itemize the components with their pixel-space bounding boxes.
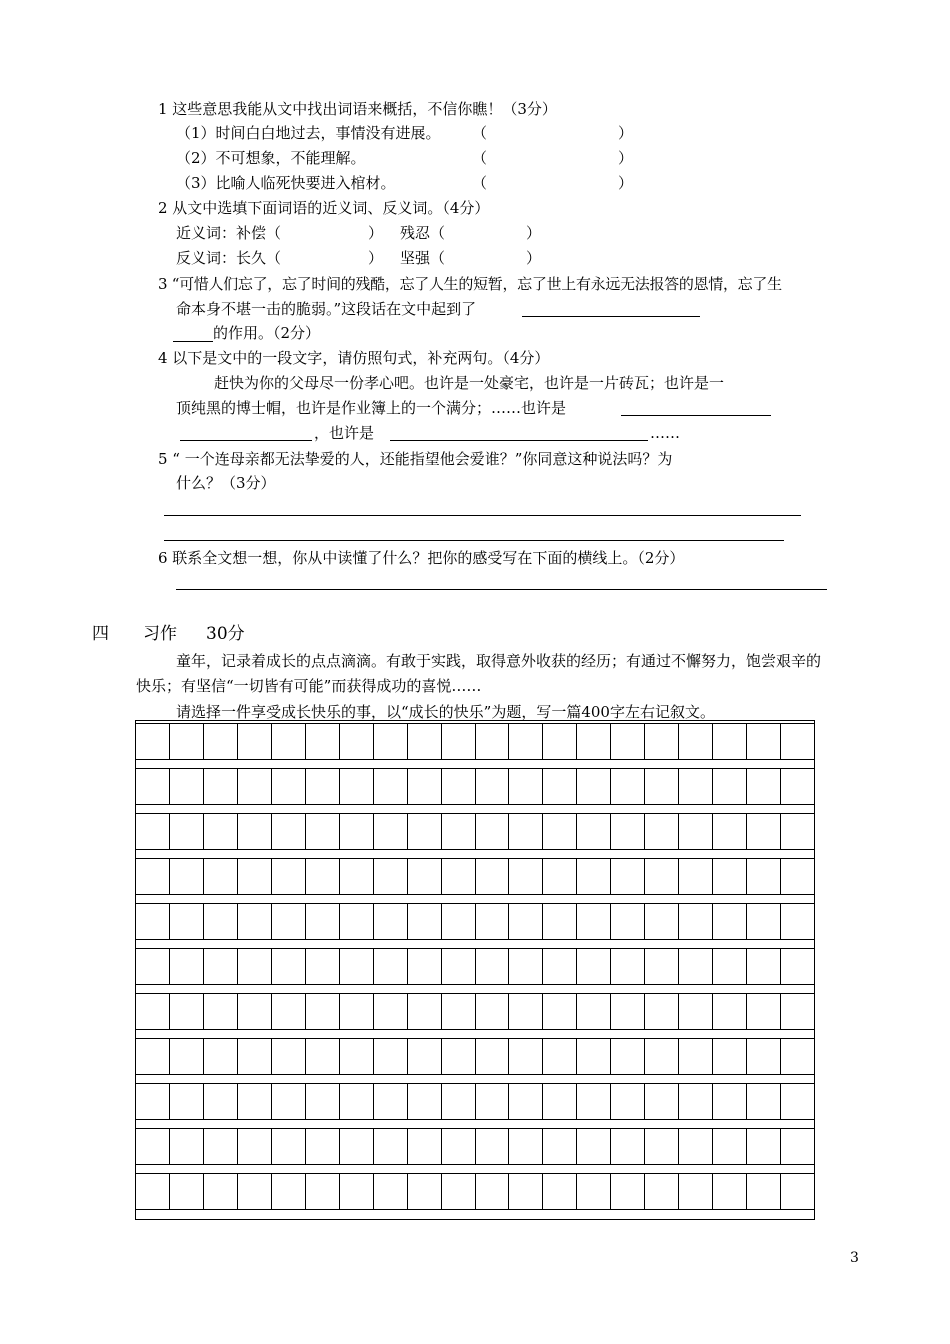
grid-cell[interactable] [611, 1174, 645, 1209]
grid-row [136, 723, 814, 760]
q6-answer-line[interactable] [176, 589, 827, 590]
grid-cell[interactable] [136, 1174, 170, 1209]
grid-cell[interactable] [340, 1039, 374, 1074]
grid-cell[interactable] [679, 1084, 713, 1119]
grid-cell[interactable] [306, 904, 340, 939]
grid-cell[interactable] [374, 814, 408, 849]
q4-answer-line-2[interactable] [180, 440, 312, 441]
grid-cell[interactable] [170, 949, 204, 984]
grid-cell[interactable] [747, 1084, 781, 1119]
grid-cell[interactable] [543, 859, 577, 894]
grid-cell[interactable] [136, 949, 170, 984]
grid-cell[interactable] [340, 769, 374, 804]
grid-cell[interactable] [679, 994, 713, 1029]
grid-cell[interactable] [645, 724, 679, 759]
grid-cell[interactable] [408, 1039, 442, 1074]
grid-cell[interactable] [645, 1129, 679, 1164]
grid-cell[interactable] [476, 904, 510, 939]
grid-cell[interactable] [306, 859, 340, 894]
grid-cell[interactable] [136, 1039, 170, 1074]
grid-cell[interactable] [611, 859, 645, 894]
grid-cell[interactable] [238, 859, 272, 894]
grid-cell[interactable] [442, 994, 476, 1029]
q1-item-2-text: （2）不可想象，不能理解。 [176, 149, 366, 167]
grid-cell[interactable] [272, 949, 306, 984]
grid-cell[interactable] [611, 814, 645, 849]
grid-cell[interactable] [340, 994, 374, 1029]
grid-cell[interactable] [577, 1174, 611, 1209]
grid-cell[interactable] [645, 814, 679, 849]
grid-cell[interactable] [713, 814, 747, 849]
grid-row [136, 768, 814, 805]
grid-cell[interactable] [306, 1084, 340, 1119]
grid-cell[interactable] [442, 949, 476, 984]
grid-cell[interactable] [476, 814, 510, 849]
grid-cell[interactable] [204, 814, 238, 849]
q4-line3-mid: ，也许是 [314, 424, 375, 442]
grid-cell[interactable] [509, 814, 543, 849]
grid-cell[interactable] [577, 859, 611, 894]
grid-cell[interactable] [442, 724, 476, 759]
grid-cell[interactable] [611, 904, 645, 939]
grid-cell[interactable] [408, 1084, 442, 1119]
grid-cell[interactable] [170, 1129, 204, 1164]
grid-cell[interactable] [306, 1174, 340, 1209]
grid-cell[interactable] [204, 859, 238, 894]
grid-row [136, 993, 814, 1030]
grid-cell[interactable] [747, 724, 781, 759]
grid-cell[interactable] [611, 769, 645, 804]
grid-cell[interactable] [509, 1084, 543, 1119]
grid-cell[interactable] [509, 1174, 543, 1209]
grid-cell[interactable] [306, 949, 340, 984]
grid-cell[interactable] [781, 1129, 814, 1164]
grid-row [136, 903, 814, 940]
q4-line3-end: …… [650, 424, 680, 442]
grid-cell[interactable] [170, 814, 204, 849]
grid-cell[interactable] [577, 994, 611, 1029]
q1-item-3-open: （ [472, 174, 488, 192]
grid-cell[interactable] [374, 904, 408, 939]
grid-cell[interactable] [306, 814, 340, 849]
grid-cell[interactable] [272, 994, 306, 1029]
grid-cell[interactable] [238, 814, 272, 849]
grid-cell[interactable] [442, 859, 476, 894]
grid-cell[interactable] [408, 859, 442, 894]
q3-answer-line[interactable] [522, 316, 700, 317]
grid-cell[interactable] [543, 1174, 577, 1209]
grid-cell[interactable] [781, 1039, 814, 1074]
grid-row [136, 948, 814, 985]
grid-cell[interactable] [747, 859, 781, 894]
grid-cell[interactable] [238, 1084, 272, 1119]
grid-cell[interactable] [679, 904, 713, 939]
grid-cell[interactable] [306, 724, 340, 759]
grid-cell[interactable] [408, 724, 442, 759]
grid-cell[interactable] [272, 1129, 306, 1164]
section4-para2: 请选择一件享受成长快乐的事，以“成长的快乐”为题，写一篇400字左右记叙文。 [176, 703, 715, 721]
grid-cell[interactable] [509, 724, 543, 759]
grid-cell[interactable] [679, 724, 713, 759]
grid-cell[interactable] [136, 994, 170, 1029]
grid-cell[interactable] [543, 904, 577, 939]
grid-cell[interactable] [442, 1129, 476, 1164]
grid-cell[interactable] [374, 994, 408, 1029]
grid-cell[interactable] [679, 814, 713, 849]
grid-cell[interactable] [374, 949, 408, 984]
grid-cell[interactable] [747, 1039, 781, 1074]
grid-cell[interactable] [713, 724, 747, 759]
grid-cell[interactable] [408, 994, 442, 1029]
grid-cell[interactable] [442, 814, 476, 849]
grid-cell[interactable] [476, 769, 510, 804]
grid-cell[interactable] [442, 1174, 476, 1209]
grid-cell[interactable] [272, 724, 306, 759]
q3-line1: 3 “可惜人们忘了，忘了时间的残酷，忘了人生的短暂，忘了世上有永远无法报答的恩情，忘了生 [158, 275, 782, 293]
grid-cell[interactable] [509, 769, 543, 804]
grid-cell[interactable] [747, 769, 781, 804]
grid-cell[interactable] [679, 859, 713, 894]
grid-cell[interactable] [238, 724, 272, 759]
grid-cell[interactable] [781, 814, 814, 849]
grid-cell[interactable] [340, 1129, 374, 1164]
grid-cell[interactable] [645, 994, 679, 1029]
grid-cell[interactable] [204, 1129, 238, 1164]
grid-cell[interactable] [204, 904, 238, 939]
grid-cell[interactable] [781, 724, 814, 759]
grid-cell[interactable] [272, 859, 306, 894]
grid-cell[interactable] [170, 1174, 204, 1209]
grid-cell[interactable] [374, 859, 408, 894]
grid-cell[interactable] [408, 1129, 442, 1164]
section4-number: 四 [92, 624, 109, 644]
q1-item-3-text: （3）比喻人临死快要进入棺材。 [176, 174, 396, 192]
grid-cell[interactable] [408, 769, 442, 804]
grid-cell[interactable] [272, 769, 306, 804]
grid-cell[interactable] [747, 814, 781, 849]
grid-cell[interactable] [509, 1129, 543, 1164]
q3-line2: 命本身不堪一击的脆弱。”这段话在文中起到了 [176, 300, 477, 318]
grid-cell[interactable] [374, 724, 408, 759]
composition-grid[interactable] [135, 720, 815, 1220]
grid-cell[interactable] [136, 859, 170, 894]
grid-cell[interactable] [340, 859, 374, 894]
grid-cell[interactable] [679, 1129, 713, 1164]
grid-cell[interactable] [136, 814, 170, 849]
grid-cell[interactable] [340, 724, 374, 759]
grid-cell[interactable] [170, 904, 204, 939]
grid-cell[interactable] [611, 949, 645, 984]
q2-antonym-word2: 坚强（ [400, 249, 446, 267]
section4-score: 30分 [206, 624, 245, 644]
q4-answer-line-3[interactable] [390, 440, 648, 441]
grid-cell[interactable] [509, 904, 543, 939]
grid-cell[interactable] [476, 859, 510, 894]
grid-cell[interactable] [577, 904, 611, 939]
grid-cell[interactable] [476, 994, 510, 1029]
grid-cell[interactable] [713, 949, 747, 984]
grid-cell[interactable] [272, 814, 306, 849]
grid-cell[interactable] [713, 1174, 747, 1209]
grid-cell[interactable] [374, 1174, 408, 1209]
grid-cell[interactable] [204, 994, 238, 1029]
grid-cell[interactable] [781, 904, 814, 939]
q4-line1: 赶快为你的父母尽一份孝心吧。也许是一处豪宅，也许是一片砖瓦；也许是一 [214, 374, 725, 392]
grid-cell[interactable] [442, 904, 476, 939]
q2-synonym-close2: ） [526, 224, 542, 242]
grid-cell[interactable] [476, 724, 510, 759]
grid-cell[interactable] [170, 994, 204, 1029]
grid-cell[interactable] [408, 1174, 442, 1209]
grid-cell[interactable] [340, 904, 374, 939]
grid-cell[interactable] [374, 1129, 408, 1164]
q2-title: 2 从文中选填下面词语的近义词、反义词。（4分） [158, 199, 490, 217]
q1-item-1-open: （ [472, 124, 488, 142]
q5-line2: 什么？（3分） [176, 474, 276, 492]
grid-cell[interactable] [781, 1084, 814, 1119]
grid-cell[interactable] [408, 904, 442, 939]
grid-cell[interactable] [272, 1084, 306, 1119]
grid-cell[interactable] [543, 1039, 577, 1074]
grid-cell[interactable] [136, 1084, 170, 1119]
grid-cell[interactable] [170, 1084, 204, 1119]
q2-antonym-close2: ） [526, 249, 542, 267]
grid-cell[interactable] [543, 949, 577, 984]
grid-cell[interactable] [747, 1174, 781, 1209]
grid-cell[interactable] [136, 724, 170, 759]
q4-answer-line-1[interactable] [621, 415, 771, 416]
grid-cell[interactable] [713, 1039, 747, 1074]
grid-row [136, 858, 814, 895]
grid-cell[interactable] [611, 1129, 645, 1164]
grid-cell[interactable] [679, 1174, 713, 1209]
section4-name: 习作 [143, 624, 177, 644]
grid-cell[interactable] [543, 994, 577, 1029]
q1-item-1-text: （1）时间白白地过去，事情没有进展。 [176, 124, 441, 142]
grid-cell[interactable] [170, 769, 204, 804]
q2-synonym-close: ） [368, 224, 384, 242]
grid-cell[interactable] [611, 994, 645, 1029]
grid-cell[interactable] [442, 769, 476, 804]
grid-cell[interactable] [747, 994, 781, 1029]
grid-cell[interactable] [543, 1084, 577, 1119]
grid-cell[interactable] [713, 1084, 747, 1119]
grid-cell[interactable] [509, 994, 543, 1029]
page-number: 3 [850, 1250, 859, 1266]
grid-cell[interactable] [238, 949, 272, 984]
q1-item-2-open: （ [472, 149, 488, 167]
grid-cell[interactable] [374, 1084, 408, 1119]
grid-cell[interactable] [136, 904, 170, 939]
q5-answer-line-1[interactable] [164, 515, 801, 516]
grid-cell[interactable] [238, 769, 272, 804]
grid-cell[interactable] [645, 949, 679, 984]
grid-cell[interactable] [611, 724, 645, 759]
grid-cell[interactable] [781, 949, 814, 984]
grid-cell[interactable] [577, 949, 611, 984]
grid-cell[interactable] [238, 1129, 272, 1164]
grid-cell[interactable] [781, 994, 814, 1029]
grid-row [136, 1173, 814, 1210]
grid-cell[interactable] [577, 769, 611, 804]
grid-cell[interactable] [645, 1039, 679, 1074]
grid-cell[interactable] [476, 1084, 510, 1119]
section4-para1: 童年，记录着成长的点点滴滴。有敢于实践，取得意外收获的经历；有通过不懈努力，饱尝艰辛的 [176, 652, 822, 670]
grid-cell[interactable] [747, 1129, 781, 1164]
grid-cell[interactable] [306, 1129, 340, 1164]
grid-cell[interactable] [577, 1129, 611, 1164]
q2-synonym-word2: 残忍（ [400, 224, 446, 242]
grid-cell[interactable] [713, 904, 747, 939]
grid-cell[interactable] [611, 1039, 645, 1074]
grid-cell[interactable] [374, 769, 408, 804]
q3-answer-line-2[interactable] [173, 341, 213, 342]
grid-cell[interactable] [679, 949, 713, 984]
grid-cell[interactable] [204, 1174, 238, 1209]
grid-cell[interactable] [238, 1039, 272, 1074]
grid-cell[interactable] [747, 904, 781, 939]
q1-item-3-close: ） [618, 174, 634, 192]
grid-cell[interactable] [204, 1039, 238, 1074]
grid-cell[interactable] [781, 769, 814, 804]
q5-answer-line-2[interactable] [164, 540, 784, 541]
grid-cell[interactable] [340, 1174, 374, 1209]
grid-cell[interactable] [204, 949, 238, 984]
grid-cell[interactable] [170, 1039, 204, 1074]
q2-antonym-close: ） [368, 249, 384, 267]
grid-cell[interactable] [340, 949, 374, 984]
grid-cell[interactable] [340, 814, 374, 849]
grid-row [136, 1128, 814, 1165]
grid-cell[interactable] [136, 769, 170, 804]
grid-cell[interactable] [713, 1129, 747, 1164]
grid-cell[interactable] [408, 949, 442, 984]
grid-cell[interactable] [238, 1174, 272, 1209]
grid-cell[interactable] [713, 769, 747, 804]
q4-title: 4 以下是文中的一段文字，请仿照句式，补充两句。（4分） [158, 349, 550, 367]
grid-cell[interactable] [577, 724, 611, 759]
grid-cell[interactable] [306, 994, 340, 1029]
grid-cell[interactable] [238, 904, 272, 939]
grid-cell[interactable] [272, 1039, 306, 1074]
grid-cell[interactable] [645, 904, 679, 939]
grid-cell[interactable] [509, 949, 543, 984]
grid-cell[interactable] [340, 1084, 374, 1119]
q2-antonym-label: 反义词：长久（ [176, 249, 282, 267]
grid-row [136, 1083, 814, 1120]
grid-cell[interactable] [272, 1174, 306, 1209]
q2-synonym-label: 近义词：补偿（ [176, 224, 282, 242]
grid-cell[interactable] [476, 1174, 510, 1209]
section4-para1-cont: 快乐；有坚信“一切皆有可能”而获得成功的喜悦…… [136, 677, 482, 695]
grid-cell[interactable] [543, 769, 577, 804]
q1-title: 1 这些意思我能从文中找出词语来概括，不信你瞧！（3分） [158, 100, 557, 118]
grid-cell[interactable] [577, 1039, 611, 1074]
grid-cell[interactable] [679, 1039, 713, 1074]
grid-cell[interactable] [645, 1174, 679, 1209]
grid-cell[interactable] [306, 1039, 340, 1074]
grid-cell[interactable] [611, 1084, 645, 1119]
grid-cell[interactable] [781, 1174, 814, 1209]
grid-cell[interactable] [645, 769, 679, 804]
grid-cell[interactable] [272, 904, 306, 939]
grid-cell[interactable] [136, 1129, 170, 1164]
grid-cell[interactable] [543, 724, 577, 759]
grid-cell[interactable] [509, 859, 543, 894]
grid-cell[interactable] [747, 949, 781, 984]
grid-cell[interactable] [645, 859, 679, 894]
q6-title: 6 联系全文想一想，你从中读懂了什么？把你的感受写在下面的横线上。（2分） [158, 549, 685, 567]
grid-cell[interactable] [170, 724, 204, 759]
grid-cell[interactable] [476, 1039, 510, 1074]
grid-cell[interactable] [713, 994, 747, 1029]
grid-cell[interactable] [577, 814, 611, 849]
q1-item-1-close: ） [618, 124, 634, 142]
q4-line2: 顶纯黑的博士帽，也许是作业簿上的一个满分；……也许是 [176, 399, 567, 417]
grid-cell[interactable] [679, 769, 713, 804]
grid-cell[interactable] [442, 1084, 476, 1119]
grid-cell[interactable] [476, 1129, 510, 1164]
grid-cell[interactable] [204, 724, 238, 759]
grid-cell[interactable] [543, 1129, 577, 1164]
grid-row [136, 1038, 814, 1075]
q5-line1: 5 “ 一个连母亲都无法挚爱的人，还能指望他会爱谁？”你同意这种说法吗？为 [158, 450, 673, 468]
grid-cell[interactable] [442, 1039, 476, 1074]
q3-line3: 的作用。（2分） [213, 324, 321, 342]
grid-cell[interactable] [713, 859, 747, 894]
q1-item-2-close: ） [618, 149, 634, 167]
grid-cell[interactable] [645, 1084, 679, 1119]
grid-cell[interactable] [204, 1084, 238, 1119]
grid-cell[interactable] [306, 769, 340, 804]
grid-cell[interactable] [543, 814, 577, 849]
grid-cell[interactable] [509, 1039, 543, 1074]
grid-cell[interactable] [577, 1084, 611, 1119]
grid-cell[interactable] [374, 1039, 408, 1074]
grid-cell[interactable] [476, 949, 510, 984]
grid-cell[interactable] [781, 859, 814, 894]
grid-cell[interactable] [204, 769, 238, 804]
grid-cell[interactable] [170, 859, 204, 894]
grid-cell[interactable] [238, 994, 272, 1029]
grid-cell[interactable] [408, 814, 442, 849]
grid-row [136, 813, 814, 850]
